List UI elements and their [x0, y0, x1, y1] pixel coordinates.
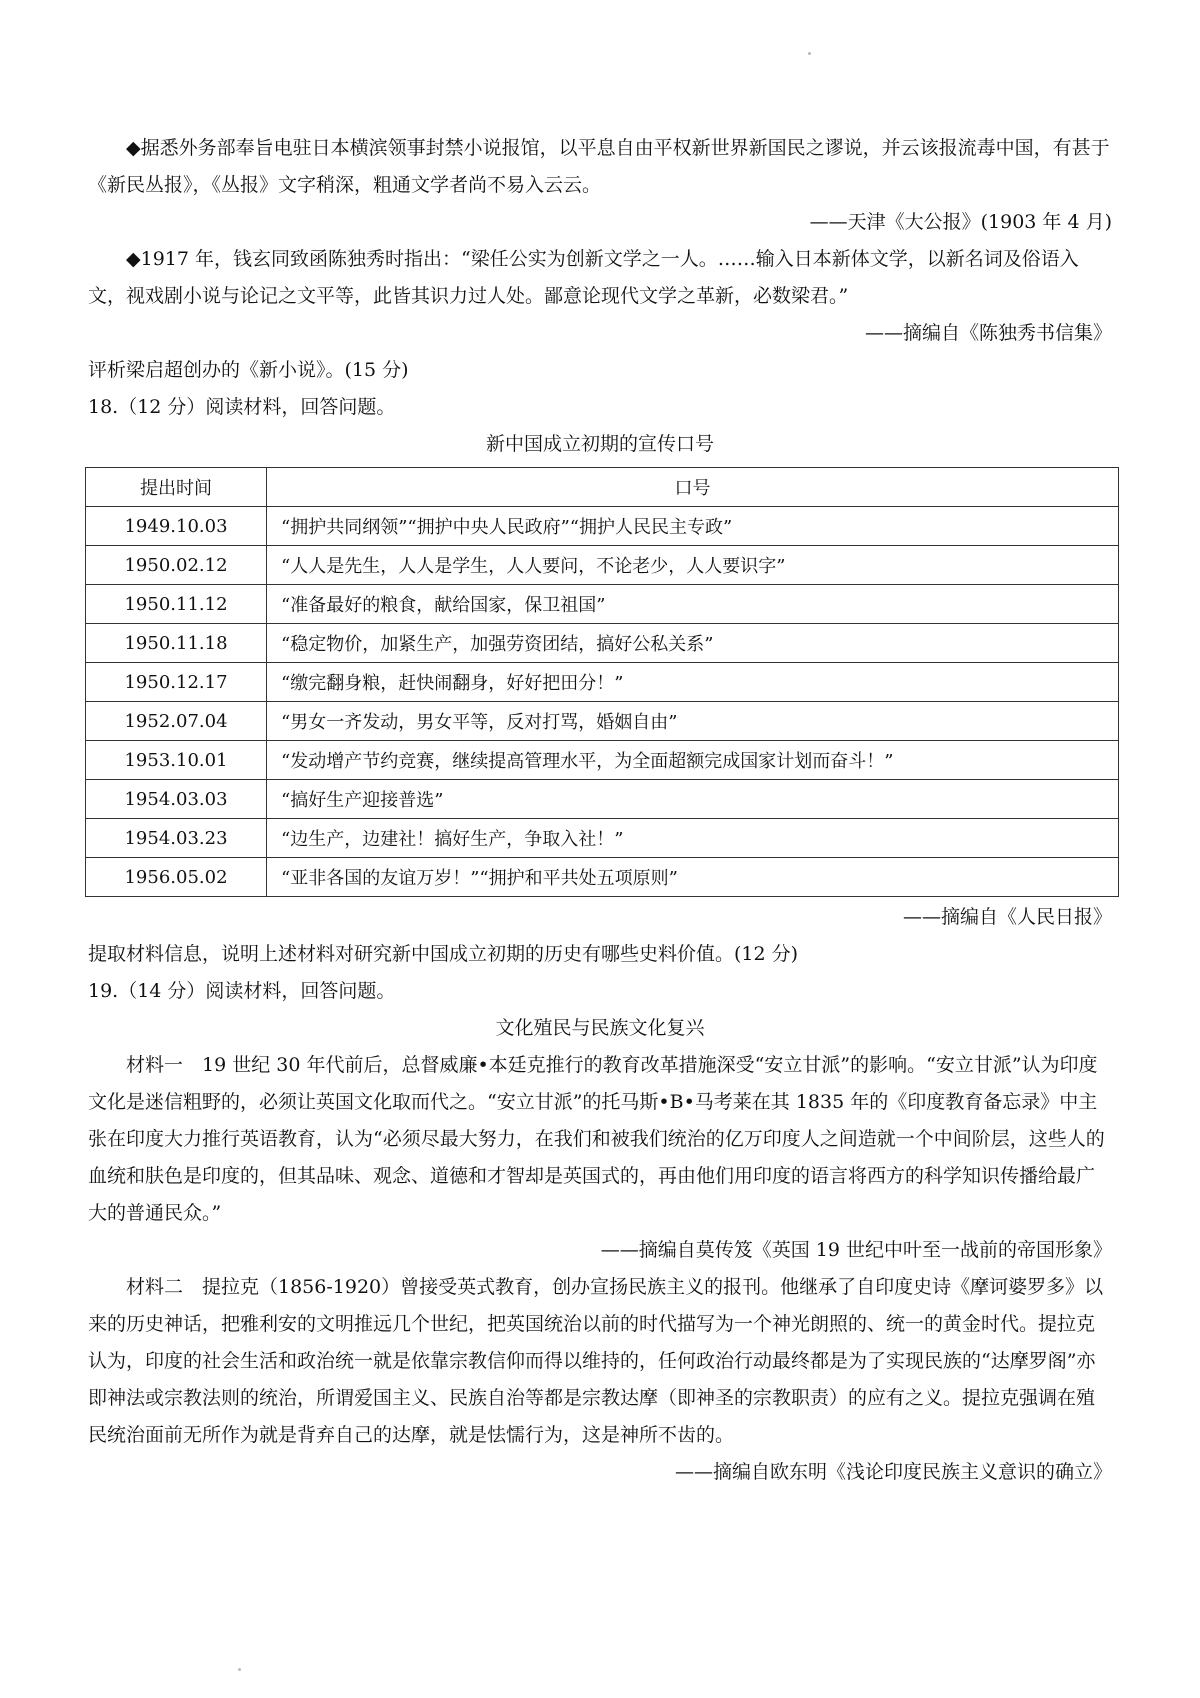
table-row	[86, 507, 1119, 546]
row-date: 1953.10.01	[86, 741, 267, 780]
col-header-date: 提出时间	[86, 468, 267, 507]
exam-page	[88, 130, 1112, 1491]
row-slogan: “亚非各国的友谊万岁！”“拥护和平共处五项原则”	[267, 858, 1119, 897]
slogan-table	[85, 467, 1119, 897]
row-date: 1949.10.03	[86, 507, 267, 546]
q19-material-2: 材料二 提拉克（1856-1920）曾接受英式教育，创办宣扬民族主义的报刊。他继承了自印度史诗《摩诃婆罗多》以来的历史神话，把雅利安的文明推远几个世纪，把英国统治以前的时代描写为一个神光朗照的、统一的黄金时代。提拉克认为，印度的社会生活和政治统一就是依靠宗教信仰而得以维持的，任何政治行动最终都是为了实现民族的“达摩罗阁”亦即神法或宗教法则的统治，所谓爱国主义、民族自治等都是宗教达摩（即神圣的宗教职责）的应有之义。提拉克强调在殖民统治面前无所作为就是背弃自己的达摩，就是怯懦行为，这是神所不齿的。	[88, 1276, 1104, 1446]
row-slogan: “发动增产节约竞赛，继续提高管理水平，为全面超额完成国家计划而奋斗！”	[267, 741, 1119, 780]
q18-question: 提取材料信息，说明上述材料对研究新中国成立初期的历史有哪些史料价值。(12 分)	[88, 943, 799, 965]
q19-source-1: ——摘编自莫传笈《英国 19 世纪中叶至一战前的帝国形象》	[600, 1239, 1112, 1261]
q18-source: ——摘编自《人民日报》	[902, 906, 1112, 928]
q17-source-b: ——摘编自《陈独秀书信集》	[864, 322, 1112, 344]
row-date: 1950.11.12	[86, 585, 267, 624]
q17-question: 评析梁启超创办的《新小说》。(15 分)	[88, 359, 409, 381]
row-date: 1950.12.17	[86, 663, 267, 702]
row-slogan: “拥护共同纲领”“拥护中央人民政府”“拥护人民民主专政”	[267, 507, 1119, 546]
row-date: 1950.02.12	[86, 546, 267, 585]
q18-heading: 18.（12 分）阅读材料，回答问题。	[88, 396, 396, 418]
q17-material-b: ◆1917 年，钱玄同致函陈独秀时指出：“梁任公实为创新文学之一人。……输入日本新体文学，以新名词及俗语入文，视戏剧小说与论记之文平等，此皆其识力过人处。鄙意论现代文学之革新，必数梁君。”	[88, 248, 1079, 307]
table-row	[86, 819, 1119, 858]
row-slogan: “准备最好的粮食，献给国家，保卫祖国”	[267, 585, 1119, 624]
row-date: 1954.03.03	[86, 780, 267, 819]
table-row	[86, 702, 1119, 741]
q18-table-title: 新中国成立初期的宣传口号	[485, 433, 714, 455]
q19-source-2: ——摘编自欧东明《浅论印度民族主义意识的确立》	[674, 1461, 1112, 1483]
row-slogan: “人人是先生，人人是学生，人人要问，不论老少，人人要识字”	[267, 546, 1119, 585]
row-slogan: “男女一齐发动，男女平等，反对打骂，婚姻自由”	[267, 702, 1119, 741]
table-row	[86, 663, 1119, 702]
scan-speck	[808, 52, 811, 55]
scan-speck	[238, 1668, 241, 1671]
table-row	[86, 858, 1119, 897]
q19-heading: 19.（14 分）阅读材料，回答问题。	[88, 980, 396, 1002]
table-header-row	[86, 468, 1119, 507]
row-date: 1952.07.04	[86, 702, 267, 741]
row-slogan: “稳定物价，加紧生产，加强劳资团结，搞好公私关系”	[267, 624, 1119, 663]
q19-material-1: 材料一 19 世纪 30 年代前后，总督威廉•本廷克推行的教育改革措施深受“安立甘派”的影响。“安立甘派”认为印度文化是迷信粗野的，必须让英国文化取而代之。“安立甘派”的托马斯•B•马考莱在其 1835 年的《印度教育备忘录》中主张在印度大力推行英语教育，认为“必须尽最大努力，在我们和被我们统治的亿万印度人之间造就一个中间阶层，这些人的血统和肤色是印度的，但其品味、观念、道德和才智却是英国式的，再由他们用印度的语言将西方的科学知识传播给最广大的普通民众。”	[88, 1054, 1105, 1224]
row-date: 1954.03.23	[86, 819, 267, 858]
row-slogan: “缴完翻身粮，赶快闹翻身，好好把田分！”	[267, 663, 1119, 702]
table-row	[86, 546, 1119, 585]
row-date: 1956.05.02	[86, 858, 267, 897]
q17-source-a: ——天津《大公报》(1903 年 4 月)	[809, 211, 1112, 233]
table-row	[86, 780, 1119, 819]
row-slogan: “搞好生产迎接普选”	[267, 780, 1119, 819]
row-slogan: “边生产，边建社！搞好生产，争取入社！”	[267, 819, 1119, 858]
table-row	[86, 585, 1119, 624]
q17-material-a: ◆据悉外务部奉旨电驻日本横滨领事封禁小说报馆，以平息自由平权新世界新国民之谬说，并云该报流毒中国，有甚于《新民丛报》，《丛报》文字稍深，粗通文学者尚不易入云云。	[88, 137, 1110, 196]
table-row	[86, 624, 1119, 663]
q19-title: 文化殖民与民族文化复兴	[495, 1017, 705, 1039]
row-date: 1950.11.18	[86, 624, 267, 663]
col-header-slogan: 口号	[267, 468, 1119, 507]
table-row	[86, 741, 1119, 780]
